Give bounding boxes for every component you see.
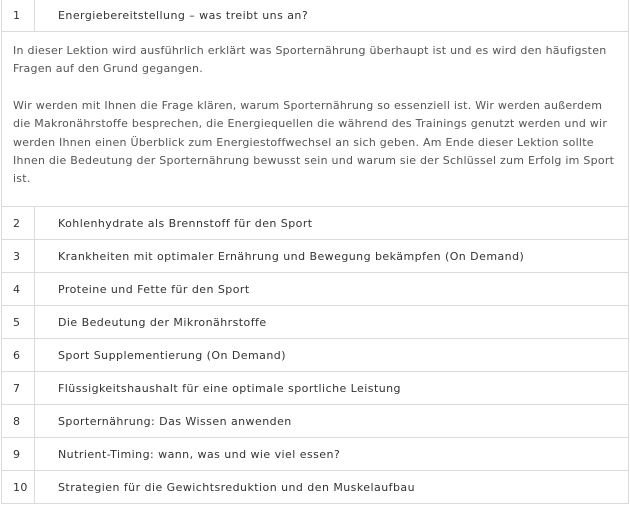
- description-paragraph-2: Wir werden mit Ihnen die Frage klären, warum Sporternährung so essenziell ist. Wir werden außerdem die Makronährstoffe besprechen, die Energiequellen die während des Trainings genutzt werden und wir werden Ihnen einen Überblick zum Energiestoffwechsel an sich geben. Am Ende dieser Lektion sollte Ihnen die Bedeutung der Sporternährung bewusst sein und warum sie der Schlüssel zum Erfolg im Sport ist.: [13, 98, 615, 186]
- lesson-title[interactable]: Sporternährung: Das Wissen anwenden: [58, 414, 292, 428]
- lesson-title[interactable]: Krankheiten mit optimaler Ernährung und Bewegung bekämpfen (On Demand): [58, 249, 525, 263]
- lesson-number: 4: [2, 273, 35, 305]
- lesson-row-2[interactable]: [2, 207, 628, 240]
- lesson-row-7[interactable]: [2, 372, 628, 405]
- lesson-title[interactable]: Nutrient-Timing: wann, was und wie viel essen?: [58, 447, 341, 461]
- lesson-title[interactable]: Sport Supplementierung (On Demand): [58, 348, 286, 362]
- lesson-number: 10: [2, 471, 35, 503]
- lesson-number: 1: [2, 0, 35, 31]
- lesson-row-3[interactable]: [2, 240, 628, 273]
- lesson-row-10[interactable]: [2, 471, 628, 504]
- lesson-title[interactable]: Energiebereitstellung – was treibt uns an?: [58, 9, 309, 22]
- lesson-row-8[interactable]: [2, 405, 628, 438]
- lesson-1-description: [2, 32, 628, 207]
- lesson-number: 6: [2, 339, 35, 371]
- lesson-number: 8: [2, 405, 35, 437]
- lesson-number: 2: [2, 207, 35, 239]
- lesson-row-5[interactable]: [2, 306, 628, 339]
- lesson-row-4[interactable]: [2, 273, 628, 306]
- lesson-number: 7: [2, 372, 35, 404]
- lesson-number: 3: [2, 240, 35, 272]
- lesson-row-9[interactable]: [2, 438, 628, 471]
- lesson-title[interactable]: Strategien für die Gewichtsreduktion und den Muskelaufbau: [58, 480, 415, 494]
- description-paragraph-1: In dieser Lektion wird ausführlich erklärt was Sporternährung überhaupt ist und es wird den häufigsten Fragen auf den Grund gegangen.: [13, 44, 607, 76]
- lesson-number: 9: [2, 438, 35, 470]
- lesson-row-1[interactable]: [2, 0, 628, 32]
- lesson-title[interactable]: Flüssigkeitshaushalt für eine optimale sportliche Leistung: [58, 381, 401, 395]
- lesson-title[interactable]: Kohlenhydrate als Brennstoff für den Sport: [58, 216, 313, 230]
- lesson-title[interactable]: Die Bedeutung der Mikronährstoffe: [58, 315, 267, 329]
- lesson-title[interactable]: Proteine und Fette für den Sport: [58, 282, 250, 296]
- lesson-row-6[interactable]: [2, 339, 628, 372]
- lesson-number: 5: [2, 306, 35, 338]
- lesson-accordion: [1, 0, 629, 504]
